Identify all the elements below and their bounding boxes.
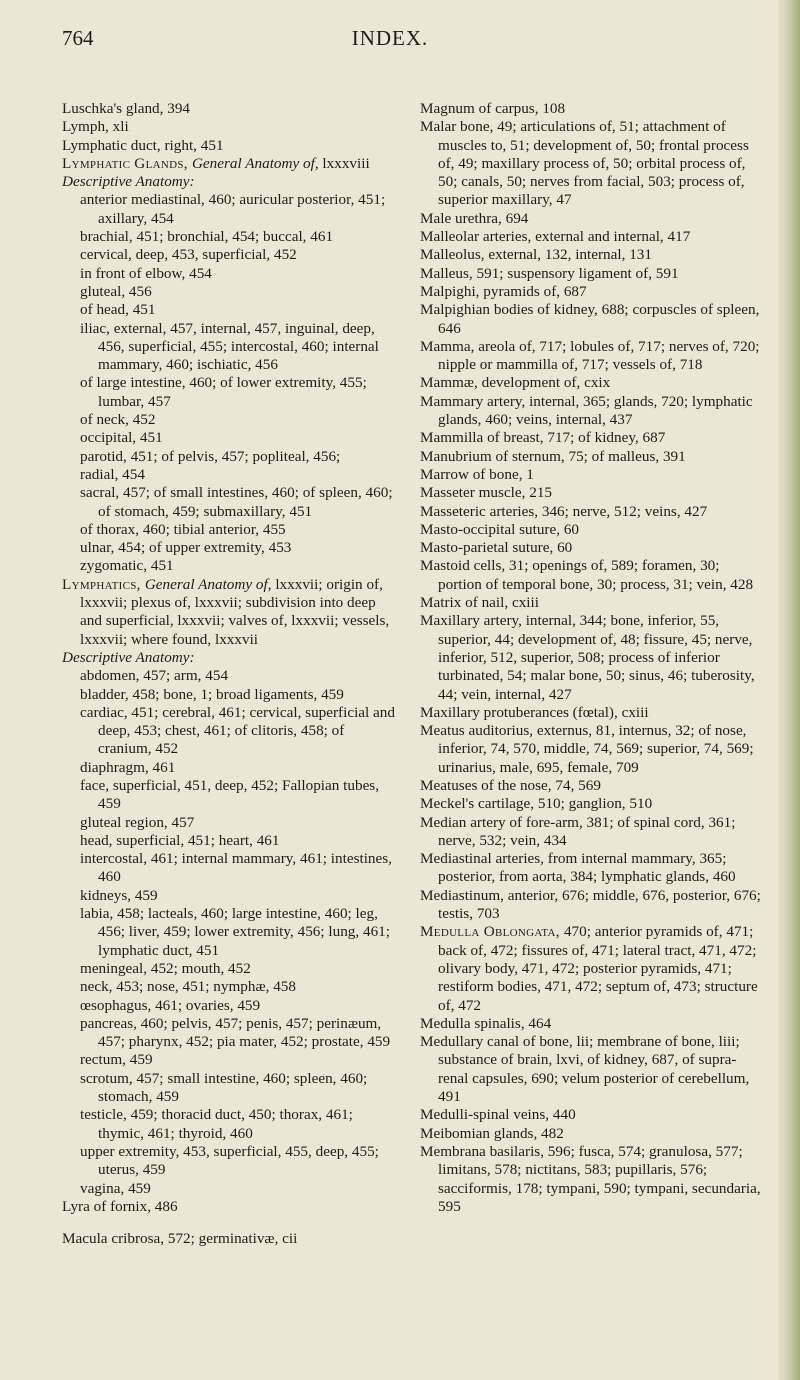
index-subentry: neck, 453; nose, 451; nymphæ, 458 — [80, 978, 296, 996]
index-entry: Masseter muscle, 215 — [420, 484, 553, 502]
index-entry: Malleus, 591; suspensory ligament of, 591 — [420, 264, 679, 282]
index-entry: Manubrium of sternum, 75; of malleus, 391 — [420, 447, 686, 465]
index-entry: Masseteric arteries, 346; nerve, 512; veins, 427 — [420, 502, 708, 520]
running-title: INDEX. — [351, 26, 429, 50]
index-subentry: of neck, 452 — [80, 411, 156, 429]
index-heading-refs: lxxxviii — [322, 154, 370, 172]
index-subentry: occipital, 451 — [80, 429, 163, 447]
index-subentry: testicle, 459; thoracid duct, 450; thorax, 461; thymic, 461; thyroid, 460 — [80, 1106, 353, 1142]
index-subentry: of thorax, 460; tibial anterior, 455 — [80, 520, 286, 538]
index-main-heading — [420, 923, 766, 1014]
index-subentry: rectum, 459 — [80, 1051, 153, 1069]
index-entry: Malleolar arteries, external and internal, 417 — [420, 228, 691, 246]
index-subentry: gluteal region, 457 — [80, 813, 195, 831]
index-heading-term: Lymphatic Glands, — [62, 154, 192, 172]
index-subentry: diaphragm, 461 — [80, 758, 176, 776]
index-entry: Mamma, areola of, 717; lobules of, 717; nerves of, 720; nipple or mammilla of, 717; vessels of, 718 — [420, 337, 760, 374]
index-subentry: abdomen, 457; arm, 454 — [80, 667, 229, 685]
index-subentry: intercostal, 461; internal mammary, 461; intestines, 460 — [80, 850, 392, 886]
index-entry: Mastoid cells, 31; openings of, 589; foramen, 30; portion of temporal bone, 30; process, 31; vein, 428 — [420, 557, 754, 593]
index-entry: Maxillary protuberances (fœtal), cxiii — [420, 703, 649, 721]
index-column-left — [62, 100, 400, 1248]
index-entry: Maxillary artery, internal, 344; bone, inferior, 55, superior, 44; development of, 48; fissure, 45; nerve, inferior, 512, superior, 508; process of inferior turbinated, 54; malar bone, 50; sinus, 46; tuberosity, 44; vein, internal, 427 — [420, 612, 755, 703]
index-subentry: upper extremity, 453, superficial, 455, deep, 455; uterus, 459 — [80, 1142, 379, 1179]
index-entry: Male urethra, 694 — [420, 209, 529, 227]
index-subentry: meningeal, 452; mouth, 452 — [80, 959, 251, 977]
index-heading-refs: 470; anterior pyramids of, 471; back of, 472; fissures of, 471; lateral tract, 471, 472; olivary body, 471, 472; posterior pyramids, 471; restiform bodies, 471, 472; septum of, 473; structure of, 472 — [438, 923, 758, 1014]
index-heading-label: General Anatomy of, — [191, 154, 323, 172]
index-subentry: bladder, 458; bone, 1; broad ligaments, 459 — [80, 685, 344, 703]
index-subentry: face, superficial, 451, deep, 452; Fallopian tubes, 459 — [80, 776, 380, 813]
index-subentry: labia, 458; lacteals, 460; large intestine, 460; leg, 456; liver, 459; lower extremity, 456; lung, 461; lymphatic duct, 451 — [80, 905, 390, 959]
index-subentry: in front of elbow, 454 — [80, 264, 212, 282]
index-subentry: pancreas, 460; pelvis, 457; penis, 457; perinæum, 457; pharynx, 452; pia mater, 452; prostate, 459 — [80, 1014, 391, 1051]
index-subentry: zygomatic, 451 — [80, 557, 174, 575]
page-number: 764 — [62, 26, 94, 50]
index-subentry: head, superficial, 451; heart, 461 — [80, 831, 280, 849]
index-subentry: radial, 454 — [80, 465, 145, 483]
index-entry: Matrix of nail, cxiii — [420, 594, 539, 612]
index-heading-refs: lxxxvii; origin of, lxxxvii; plexus of, lxxxvii; subdivision into deep and superficial, lxxxvii; valves of, lxxxvii; vessels, lxxxvii; where found, lxxxvii — [80, 575, 390, 648]
index-entry: Magnum of carpus, 108 — [420, 100, 566, 117]
index-subentry: scrotum, 457; small intestine, 460; spleen, 460; stomach, 459 — [80, 1069, 368, 1106]
index-subentry: anterior mediastinal, 460; auricular posterior, 451; axillary, 454 — [80, 191, 386, 227]
index-subheading: Descriptive Anatomy: — [62, 648, 195, 666]
index-main-heading — [62, 155, 400, 173]
index-entry: Mammæ, development of, cxix — [420, 374, 611, 392]
page-header — [0, 18, 780, 58]
index-entry: Mediastinum, anterior, 676; middle, 676, posterior, 676; testis, 703 — [420, 886, 761, 923]
index-subentry: iliac, external, 457, internal, 457, inguinal, deep, 456, superficial, 455; intercostal, 460; internal mammary, 460; ischiatic, 456 — [80, 319, 379, 374]
index-entry: Lymphatic duct, right, 451 — [62, 136, 224, 154]
page-edge-shadow — [778, 0, 800, 1380]
index-subentry: vagina, 459 — [80, 1179, 151, 1197]
index-subentry: sacral, 457; of small intestines, 460; of spleen, 460; of stomach, 459; submaxillary, 451 — [80, 484, 393, 520]
index-main-heading — [62, 576, 400, 649]
index-subentry: gluteal, 456 — [80, 282, 152, 300]
index-entry: Malpighi, pyramids of, 687 — [420, 282, 587, 300]
index-heading-term: Medulla Oblongata, — [420, 923, 564, 941]
index-subentry: of head, 451 — [80, 301, 156, 319]
index-entry: Malleolus, external, 132, internal, 131 — [420, 246, 652, 264]
index-entry: Mediastinal arteries, from internal mammary, 365; posterior, from aorta, 384; lymphatic glands, 460 — [420, 850, 736, 886]
index-entry: Mammilla of breast, 717; of kidney, 687 — [420, 429, 666, 447]
index-entry: Luschka's gland, 394 — [62, 100, 191, 117]
index-entry: Meckel's cartilage, 510; ganglion, 510 — [420, 795, 653, 813]
index-entry: Medulli-spinal veins, 440 — [420, 1106, 576, 1124]
index-entry: Mammary artery, internal, 365; glands, 720; lymphatic glands, 460; veins, internal, 437 — [420, 392, 753, 429]
index-heading-label: General Anatomy of, — [144, 575, 276, 593]
index-subentry: cardiac, 451; cerebral, 461; cervical, superficial and deep, 453; chest, 461; of clitoris, 458; of cranium, 452 — [80, 703, 395, 758]
index-entry: Medullary canal of bone, lii; membrane of bone, liii; substance of brain, lxvi, of kidney, 687, of supra-renal capsules, 690; velum posterior of cerebellum, 491 — [420, 1033, 750, 1106]
index-column-right — [420, 100, 766, 1216]
index-entry: Medulla spinalis, 464 — [420, 1014, 552, 1032]
index-subentry: kidneys, 459 — [80, 886, 158, 904]
index-entry: Masto-occipital suture, 60 — [420, 520, 580, 538]
index-entry: Lymph, xli — [62, 118, 129, 136]
index-entry: Malar bone, 49; articulations of, 51; attachment of muscles to, 51; development of, 50; frontal process of, 49; maxillary process of, 50; orbital process of, 50; canals, 50; nerves from facial, 503; process of, superior maxillary, 47 — [420, 118, 749, 209]
index-entry: Meibomian glands, 482 — [420, 1124, 564, 1142]
index-entry: Meatus auditorius, externus, 81, internus, 32; of nose, inferior, 74, 570, middle, 74, 569; superior, 74, 569; urinarius, male, 695, female, 709 — [420, 722, 754, 776]
section-gap — [62, 1216, 400, 1230]
index-subentry: œsophagus, 461; ovaries, 459 — [80, 996, 261, 1014]
index-subentry: parotid, 451; of pelvis, 457; popliteal, 456; — [80, 447, 341, 465]
index-subheading: Descriptive Anatomy: — [62, 173, 195, 191]
index-entry: Lyra of fornix, 486 — [62, 1197, 178, 1215]
index-entry: Median artery of fore-arm, 381; of spinal cord, 361; nerve, 532; vein, 434 — [420, 813, 736, 849]
index-entry: Masto-parietal suture, 60 — [420, 539, 573, 557]
index-subentry: brachial, 451; bronchial, 454; buccal, 461 — [80, 228, 334, 246]
index-subentry: of large intestine, 460; of lower extremity, 455; lumbar, 457 — [80, 374, 367, 410]
index-entry: Membrana basilaris, 596; fusca, 574; granulosa, 577; limitans, 578; nictitans, 583; pupillaris, 576; sacciformis, 178; tympani, 590; tympani, secundaria, 595 — [420, 1142, 761, 1215]
index-entry: Malpighian bodies of kidney, 688; corpuscles of spleen, 646 — [420, 301, 760, 337]
index-entry: Meatuses of the nose, 74, 569 — [420, 776, 601, 794]
index-subentry: ulnar, 454; of upper extremity, 453 — [80, 539, 292, 557]
index-entry: Macula cribrosa, 572; germinativæ, cii — [62, 1230, 298, 1248]
index-entry: Marrow of bone, 1 — [420, 465, 534, 483]
index-heading-term: Lymphatics, — [62, 575, 145, 593]
index-subentry: cervical, deep, 453, superficial, 452 — [80, 246, 297, 264]
